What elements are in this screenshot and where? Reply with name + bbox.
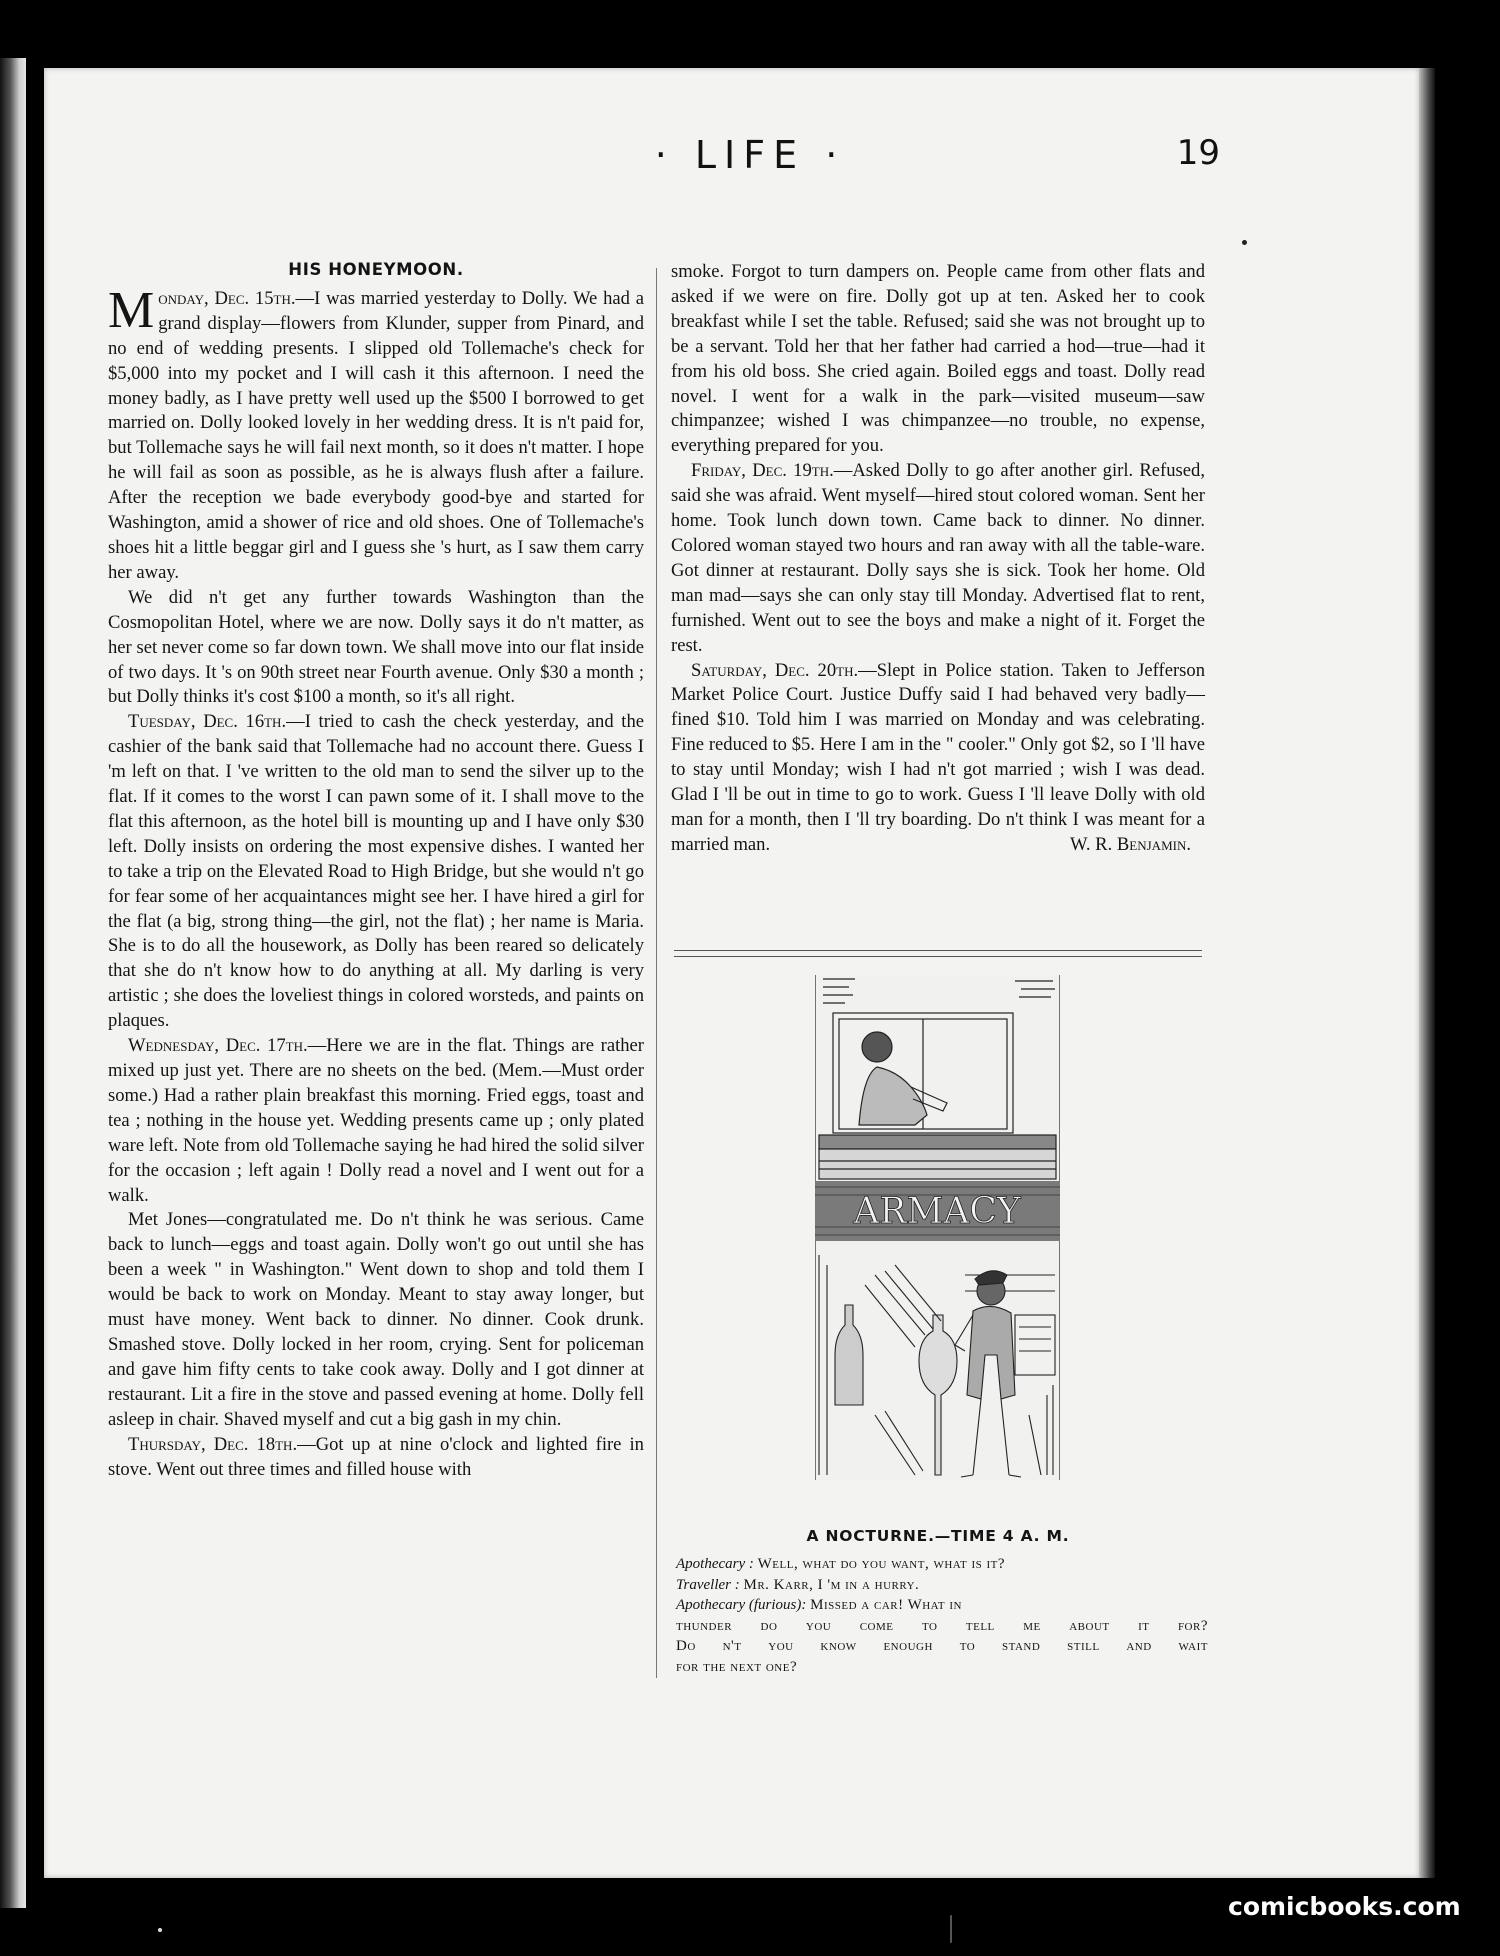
paragraph-text: —Here we are in the flat. Things are rather mixed up just yet. There are no sheets on the bed. (Mem.—Must order some.) Had a rather plain breakfast this morning. Fried eggs, toast and tea ; nothing in the house yet. Wedding presents came up ; only plated ware left. Note from old Tollemache saying he had hired the solid silver for the occasion ; left again ! Dolly read a novel and I went out for a walk. [108, 1035, 644, 1206]
speaker-traveller: Traveller : [676, 1576, 740, 1593]
paragraph-thursday [108, 1433, 644, 1483]
ink-speck [1242, 240, 1247, 245]
paragraph-text: —Got up at nine o'clock and lighted fire in stove. Went out three times and filled house with [108, 1433, 644, 1480]
article-column-left [108, 258, 644, 1482]
paragraph-hotel: We did n't get any further towards Washington than the Cosmopolitan Hotel, where we are now. Dolly says it do n't matter, as her set never come so far down town. We shall move into our flat inside of two days. It 's on 90th street near Fourth avenue. Only $30 a month ; but Dolly thinks it's cost $100 a month, so it's all right. [108, 586, 644, 708]
speech: Missed a car! What in [810, 1597, 962, 1613]
dialogue-continuation: for the next one? [676, 1658, 798, 1675]
speaker-apothecary: Apothecary : [676, 1556, 754, 1572]
masthead: · LIFE · [654, 133, 846, 177]
paragraph-text: —Slept in Police station. Taken to Jefferson Market Police Court. Justice Duffy said I had behaved very badly—fined $10. Told him I was married on Monday and was celebrating. Fine reduced to $5. Here I am in the " cooler." Only got $2, so I 'll have to stay until Monday; wish I had n't got married ; wish I was dead. Glad I 'll be out in time to go to work. Guess I 'll leave Dolly with old man for a month, then I 'll try boarding. Do n't think I was meant for a married man. [671, 659, 1205, 855]
previous-page-edge [0, 58, 26, 1908]
paragraph-text: —I tried to cash the check yesterday, and the cashier of the bank said that Tollemache had no account there. Guess I 'm left on that. I 've written to the old man to send the silver up to the flat. If it comes to the worst I can pawn some of it. I shall move to the flat this afternoon, as the hotel bill is mounting up and I have only $30 left. Dolly insists on ordering the most expensive dishes. I wanted her to take a trip on the Elevated Road to High Bridge, but she would n't go for fear some of her acquaintances might see her. I have hired a girl for the flat (a big, strong thing—the girl, not the flat) ; her name is Maria. She is to do all the housework, as Dolly has been reared so delicately that she do n't know how to do anything at all. My darling is very artistic ; she does the loveliest things in colored worsteds, and paints on plaques. [108, 711, 644, 1032]
dialogue-line [676, 1575, 1208, 1596]
cartoon-caption-title: A NOCTURNE.—TIME 4 A. M. [806, 1527, 1070, 1545]
day-heading: Friday, Dec. 19th. [691, 460, 834, 482]
page-number: 19 [1176, 133, 1220, 173]
nocturne-illustration [815, 975, 1060, 1480]
dialogue-line [676, 1595, 1208, 1616]
page-edge-shadow [1419, 68, 1435, 1878]
dialogue-continuation: Do n't you know enough to stand still and wait [676, 1638, 1208, 1654]
dust-speck [158, 1928, 162, 1932]
cartoon-dialogue [676, 1554, 1208, 1677]
drop-cap: M [108, 281, 155, 339]
pharmacy-sign-text: ARMACY [853, 1191, 1021, 1232]
day-heading: Thursday, Dec. 18th. [128, 1433, 298, 1455]
day-heading: onday, Dec. 15th. [158, 287, 296, 309]
paragraph-tuesday [108, 710, 644, 1034]
speaker-apothecary-furious: Apothecary (furious): [676, 1597, 807, 1613]
paragraph-friday [671, 459, 1205, 658]
paragraph-text: —Asked Dolly to go after another girl. Refused, said she was afraid. Went myself—hired stout colored woman. Sent her home. Took lunch down town. Came back to dinner. No dinner. Colored woman stayed two hours and ran away with all the table-ware. Got dinner at restaurant. Dolly says she is sick. Took her home. Old man mad—says she can only stay till Monday. Advertised flat to rent, furnished. Went out to see the boys and make a night of it. Forget the rest. [671, 460, 1205, 656]
paragraph-monday [108, 281, 645, 586]
speech: Well, what do you want, what is it? [757, 1556, 1006, 1572]
paragraph-met-jones: Met Jones—congratulated me. Do n't think he was serious. Came back to lunch—eggs and toast again. Dolly won't go out until she has been a week " in Washington." Went down to shop and told them I would be back to work on Monday. Meant to stay away longer, but must have money. Went back to dinner. No dinner. Cook drunk. Smashed stove. Dolly locked in her room, crying. Sent for policeman and gave him fifty cents to take cook away. Dolly and I got dinner at restaurant. Lit a fire in the stove and passed evening at home. Dolly fell asleep in chair. Shaved myself and cut a big gash in my chin. [108, 1209, 644, 1430]
column-divider [656, 268, 657, 1678]
author-signature: W. R. Benjamin. [1070, 833, 1191, 855]
article-title: HIS HONEYMOON. [288, 260, 464, 279]
paragraph-saturday [671, 659, 1205, 858]
dust-scratch [950, 1915, 952, 1943]
paragraph-wednesday [108, 1034, 644, 1208]
day-heading: Wednesday, Dec. 17th. [128, 1035, 308, 1057]
watermark-text: comicbooks.com [1228, 1892, 1461, 1921]
dialogue-continuation: thunder do you come to tell me about it for? [676, 1617, 1208, 1634]
day-heading: Saturday, Dec. 20th. [691, 659, 859, 681]
article-column-right [671, 260, 1205, 858]
section-separator [674, 950, 1202, 957]
dialogue-line [676, 1554, 1208, 1575]
paragraph-text: —I was married yesterday to Dolly. We had a grand display—flowers from Klunder, supper from Pinard, and no end of wedding presents. I slipped old Tollemache's check for $5,000 into my pocket and I will cash it this afternoon. I need the money badly, as I have pretty well used up the $500 I borrowed to get married on. Dolly looked lovely in her wedding dress. It is n't paid for, but Tollemache says he will fail next month, so it does n't matter. I hope he will fail as soon as possible, as he is always flush after a failure. After the reception we bade everybody good-bye and started for Washington, amid a shower of rice and old shoes. One of Tollemache's shoes hit a little beggar girl and I guess she 's hurt, as I saw them carry her away. [108, 287, 645, 583]
paragraph-thursday-continued: smoke. Forgot to turn dampers on. People came from other flats and asked if we were on fire. Dolly got up at ten. Asked her to cook breakfast while I set the table. Refused; said she was not brought up to be a servant. Told her that her father had carried a hod—true—had it from his old boss. She cried again. Boiled eggs and toast. Dolly read novel. I went for a walk in the park—visited museum—saw chimpanzee; wished I was chimpanzee—no trouble, no expense, everything prepared for you. [671, 261, 1205, 457]
day-heading: Tuesday, Dec. 16th. [128, 711, 287, 733]
speech: Mr. Karr, I 'm in a hurry. [743, 1576, 920, 1593]
